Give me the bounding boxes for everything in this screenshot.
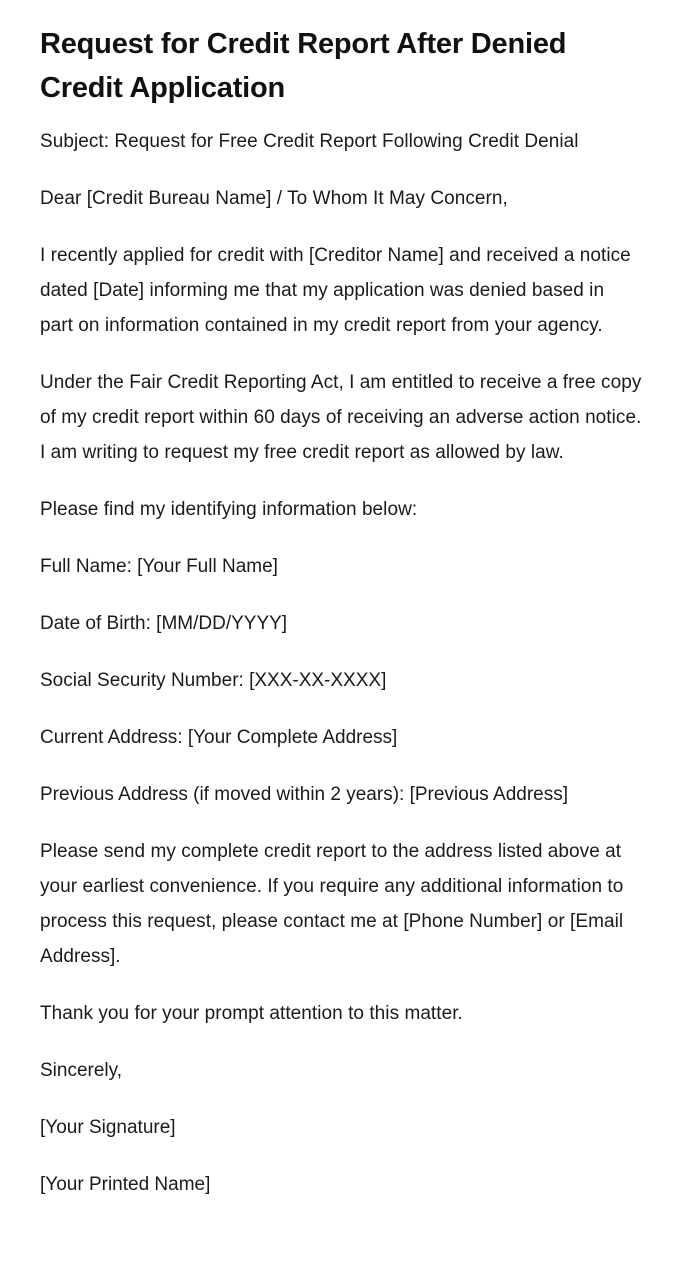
paragraph-application-denied: I recently applied for credit with [Creditor Name] and received a notice dated [Date] informing me that my application was denied based in part on information contained in my credit report from your agency. <box>40 245 631 336</box>
letter-body <box>40 124 660 1202</box>
paragraph-fcra-entitlement: Under the Fair Credit Reporting Act, I am entitled to receive a free copy of my credit report within 60 days of receiving an adverse action notice. I am writing to request my free credit report as allowed by law. <box>40 372 642 463</box>
identifying-information-intro: Please find my identifying information below: <box>40 499 418 520</box>
salutation: Dear [Credit Bureau Name] / To Whom It May Concern, <box>40 188 508 209</box>
paragraph-send-report-request: Please send my complete credit report to the address listed above at your earliest convenience. If you require any additional information to process this request, please contact me at [Phone Number] or [Email Address]. <box>40 841 624 967</box>
signoff-line: Sincerely, <box>40 1060 123 1081</box>
printed-name-placeholder: [Your Printed Name] <box>40 1174 211 1195</box>
field-date-of-birth: Date of Birth: [MM/DD/YYYY] <box>40 613 288 634</box>
field-full-name: Full Name: [Your Full Name] <box>40 556 278 577</box>
field-previous-address: Previous Address (if moved within 2 years): [Previous Address] <box>40 784 569 805</box>
page-title: Request for Credit Report After Denied Credit Application <box>40 28 567 104</box>
field-current-address: Current Address: [Your Complete Address] <box>40 727 398 748</box>
signature-placeholder: [Your Signature] <box>40 1117 176 1138</box>
subject-line: Subject: Request for Free Credit Report Following Credit Denial <box>40 131 579 152</box>
field-social-security-number: Social Security Number: [XXX-XX-XXXX] <box>40 670 387 691</box>
thank-you-line: Thank you for your prompt attention to this matter. <box>40 1003 463 1024</box>
